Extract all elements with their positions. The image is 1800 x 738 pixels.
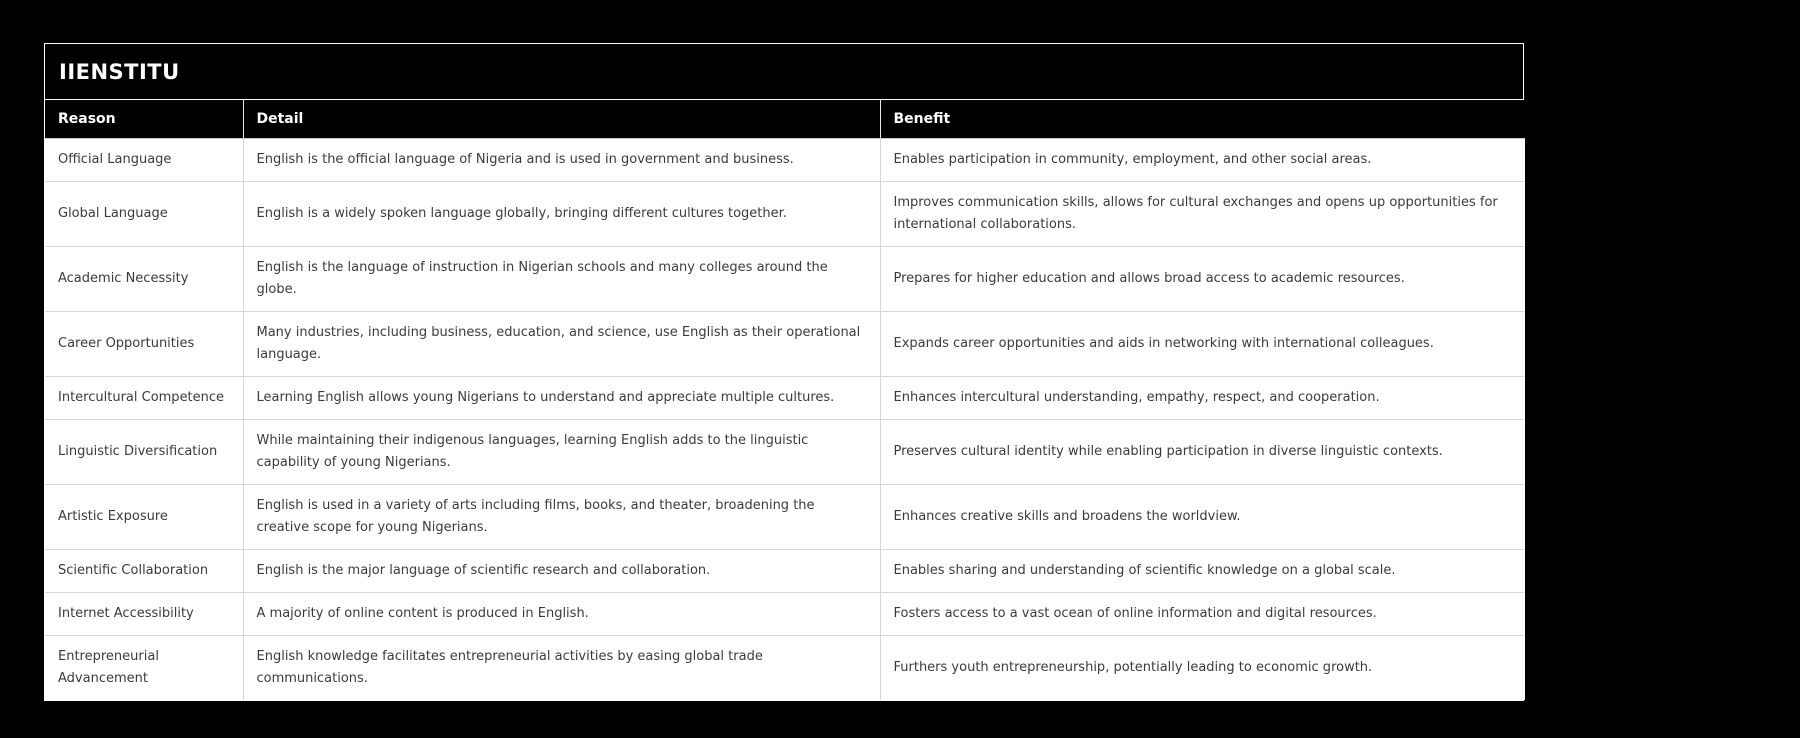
- cell-detail: Many industries, including business, education, and science, use English as their operational language.: [243, 312, 880, 377]
- cell-reason: Linguistic Diversification: [45, 420, 243, 485]
- table-header: [45, 100, 1525, 139]
- table-row: [45, 636, 1525, 701]
- column-header-reason: Reason: [45, 100, 243, 139]
- cell-reason: Career Opportunities: [45, 312, 243, 377]
- cell-reason: Global Language: [45, 182, 243, 247]
- cell-benefit: Fosters access to a vast ocean of online information and digital resources.: [880, 593, 1525, 636]
- cell-benefit: Expands career opportunities and aids in networking with international colleagues.: [880, 312, 1525, 377]
- cell-detail: English is the language of instruction in Nigerian schools and many colleges around the globe.: [243, 247, 880, 312]
- language-benefits-table: [44, 43, 1524, 701]
- cell-reason: Entrepreneurial Advancement: [45, 636, 243, 701]
- cell-reason: Intercultural Competence: [45, 377, 243, 420]
- table-row: [45, 312, 1525, 377]
- cell-benefit: Enables sharing and understanding of scientific knowledge on a global scale.: [880, 550, 1525, 593]
- header-row: [45, 100, 1525, 139]
- table-body: [45, 139, 1525, 701]
- cell-detail: English is the major language of scientific research and collaboration.: [243, 550, 880, 593]
- cell-benefit: Furthers youth entrepreneurship, potentially leading to economic growth.: [880, 636, 1525, 701]
- cell-benefit: Enables participation in community, employment, and other social areas.: [880, 139, 1525, 182]
- cell-benefit: Prepares for higher education and allows broad access to academic resources.: [880, 247, 1525, 312]
- table-row: [45, 593, 1525, 636]
- cell-reason: Official Language: [45, 139, 243, 182]
- table-row: [45, 182, 1525, 247]
- cell-benefit: Preserves cultural identity while enabling participation in diverse linguistic contexts.: [880, 420, 1525, 485]
- cell-detail: Learning English allows young Nigerians to understand and appreciate multiple cultures.: [243, 377, 880, 420]
- cell-detail: A majority of online content is produced in English.: [243, 593, 880, 636]
- cell-benefit: Enhances creative skills and broadens the worldview.: [880, 485, 1525, 550]
- cell-detail: English is used in a variety of arts including films, books, and theater, broadening the creative scope for young Nigerians.: [243, 485, 880, 550]
- cell-reason: Academic Necessity: [45, 247, 243, 312]
- table-row: [45, 420, 1525, 485]
- cell-reason: Scientific Collaboration: [45, 550, 243, 593]
- table-row: [45, 247, 1525, 312]
- cell-detail: English is a widely spoken language globally, bringing different cultures together.: [243, 182, 880, 247]
- cell-benefit: Improves communication skills, allows for cultural exchanges and opens up opportunities for international collaborations.: [880, 182, 1525, 247]
- cell-detail: English knowledge facilitates entrepreneurial activities by easing global trade communications.: [243, 636, 880, 701]
- reasons-table: [45, 100, 1525, 700]
- column-header-benefit: Benefit: [880, 100, 1525, 139]
- cell-reason: Internet Accessibility: [45, 593, 243, 636]
- column-header-detail: Detail: [243, 100, 880, 139]
- cell-benefit: Enhances intercultural understanding, empathy, respect, and cooperation.: [880, 377, 1525, 420]
- cell-detail: English is the official language of Nigeria and is used in government and business.: [243, 139, 880, 182]
- table-row: [45, 550, 1525, 593]
- cell-reason: Artistic Exposure: [45, 485, 243, 550]
- table-row: [45, 485, 1525, 550]
- table-title: IIENSTITU: [45, 44, 1523, 100]
- cell-detail: While maintaining their indigenous languages, learning English adds to the linguistic capability of young Nigerians.: [243, 420, 880, 485]
- table-row: [45, 139, 1525, 182]
- table-row: [45, 377, 1525, 420]
